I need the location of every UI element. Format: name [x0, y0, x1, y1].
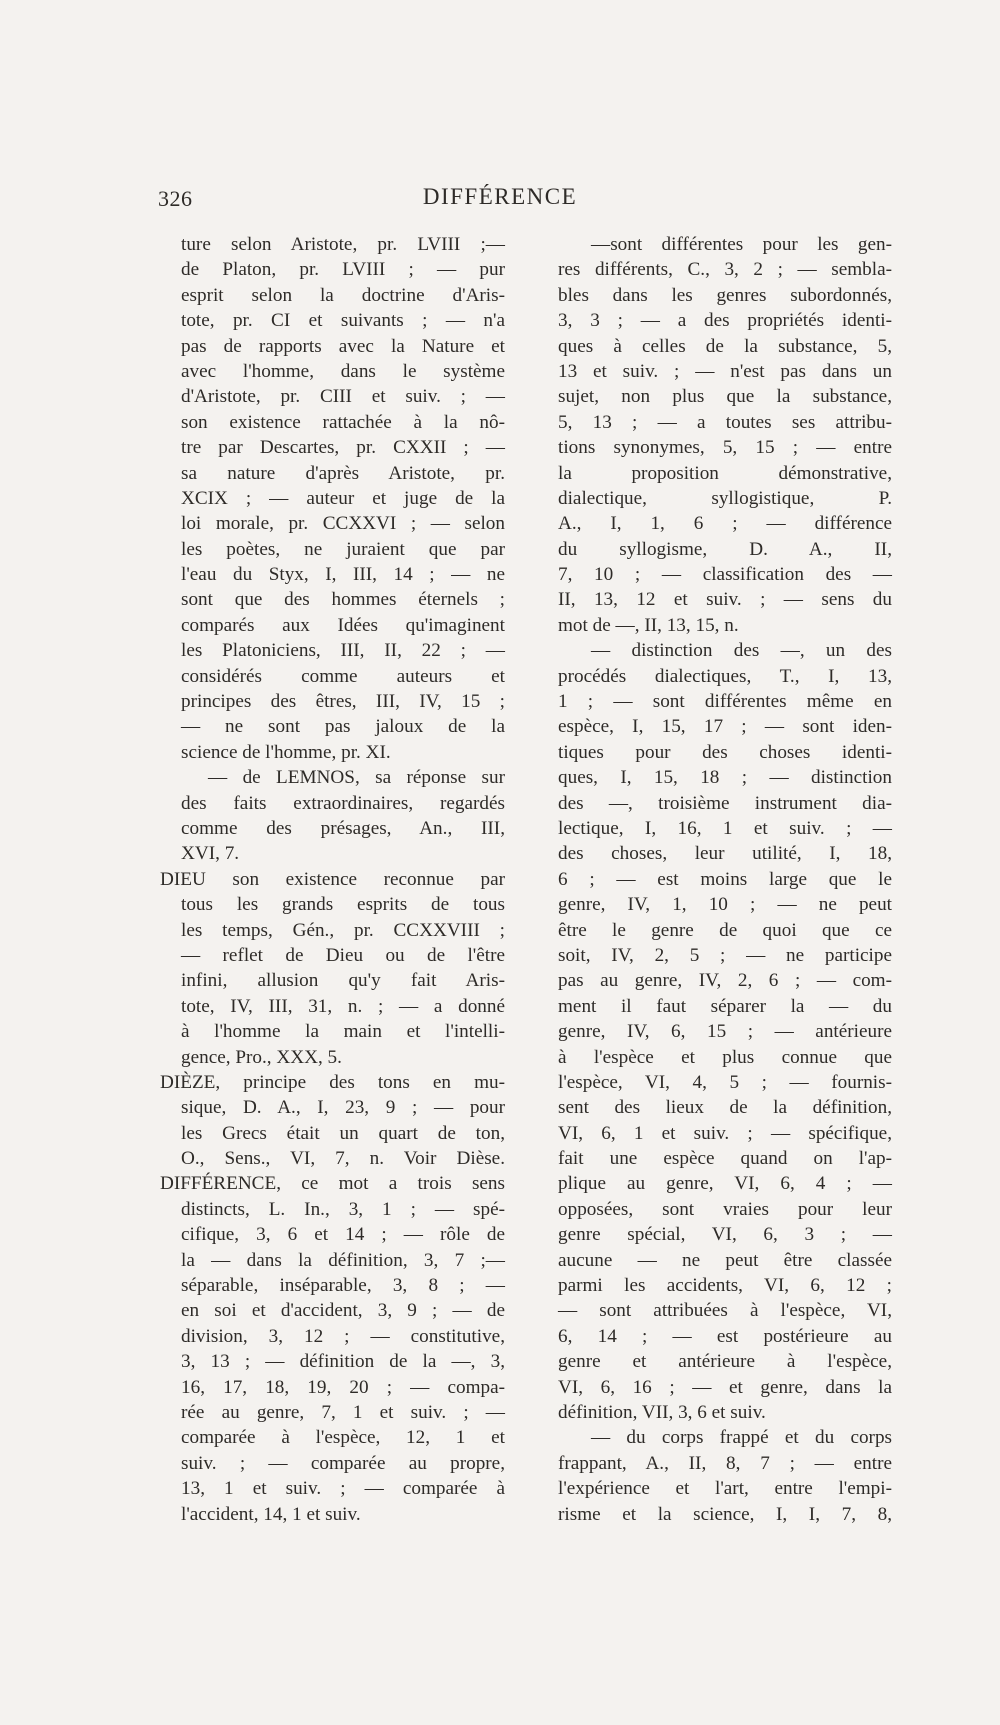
- index-line: comparée à l'espèce, 12, 1 et: [181, 1427, 505, 1449]
- index-line: aucune — ne peut être classée: [558, 1249, 892, 1271]
- index-line: l'eau du Styx, I, III, 14 ; — ne: [181, 564, 505, 586]
- index-line: la — dans la définition, 3, 7 ;—: [181, 1249, 505, 1271]
- index-line: tote, IV, III, 31, n. ; — a donné: [181, 995, 505, 1017]
- index-line: — reflet de Dieu ou de l'être: [181, 944, 505, 966]
- index-line: 6, 14 ; — est postérieure au: [558, 1325, 892, 1347]
- index-line: principes des êtres, III, IV, 15 ;: [181, 691, 505, 713]
- page-number: 326: [158, 186, 193, 211]
- index-line: VI, 6, 1 et suiv. ; — spécifique,: [558, 1122, 892, 1144]
- index-line: 13, 1 et suiv. ; — comparée à: [181, 1478, 505, 1500]
- index-line: ture selon Aristote, pr. LVIII ;—: [181, 234, 505, 255]
- index-line: sent des lieux de la définition,: [558, 1097, 892, 1119]
- index-line: l'espèce, VI, 4, 5 ; — fournis-: [558, 1071, 892, 1093]
- index-line: des —, troisième instrument dia-: [558, 792, 892, 814]
- index-line: être le genre de quoi que ce: [558, 919, 892, 941]
- index-line: soit, IV, 2, 5 ; — ne participe: [558, 944, 892, 966]
- index-line: mot de —, II, 13, 15, n.: [558, 614, 739, 636]
- index-line: genre, IV, 6, 15 ; — antérieure: [558, 1021, 892, 1043]
- index-line: O., Sens., VI, 7, n. Voir Dièse.: [181, 1148, 505, 1170]
- index-line: — distinction des —, un des: [591, 640, 892, 662]
- index-line: genre spécial, VI, 6, 3 ; —: [558, 1224, 892, 1246]
- index-line: en soi et d'accident, 3, 9 ; — de: [181, 1300, 505, 1322]
- index-line: distincts, L. In., 3, 1 ; — spé-: [181, 1198, 505, 1220]
- index-line: frappant, A., II, 8, 7 ; — entre: [558, 1452, 892, 1474]
- index-line: de Platon, pr. LVIII ; — pur: [181, 259, 505, 281]
- index-line: risme et la science, I, I, 7, 8,: [558, 1503, 892, 1525]
- index-line: division, 3, 12 ; — constitutive,: [181, 1325, 505, 1347]
- index-line: des choses, leur utilité, I, 18,: [558, 843, 892, 865]
- index-line: res différents, C., 3, 2 ; — sembla-: [558, 259, 892, 281]
- index-line: ques à celles de la substance, 5,: [558, 335, 892, 357]
- index-line: tous les grands esprits de tous: [181, 894, 505, 916]
- index-line: séparable, inséparable, 3, 8 ; —: [181, 1275, 505, 1297]
- index-line: d'Aristote, pr. CIII et suiv. ; —: [181, 386, 505, 408]
- index-line: A., I, 1, 6 ; — différence: [558, 513, 892, 535]
- index-line: les Platoniciens, III, II, 22 ; —: [181, 640, 505, 662]
- index-line: opposées, sont vraies pour leur: [558, 1198, 892, 1220]
- index-line: VI, 6, 16 ; — et genre, dans la: [558, 1376, 892, 1398]
- index-line: définition, VII, 3, 6 et suiv.: [558, 1401, 766, 1423]
- index-line: l'expérience et l'art, entre l'empi-: [558, 1478, 892, 1500]
- index-line: esprit selon la doctrine d'Aris-: [181, 284, 505, 306]
- index-line: DIÈZE, principe des tons en mu-: [160, 1071, 505, 1093]
- index-line: considérés comme auteurs et: [181, 665, 505, 687]
- index-line: fait une espèce quand on l'ap-: [558, 1148, 892, 1170]
- index-line: pas au genre, IV, 2, 6 ; — com-: [558, 970, 892, 992]
- index-line: à l'homme la main et l'intelli-: [181, 1021, 505, 1043]
- index-line: les temps, Gén., pr. CCXXVIII ;: [181, 919, 505, 941]
- index-line: pas de rapports avec la Nature et: [181, 335, 505, 357]
- index-line: gence, Pro., XXX, 5.: [181, 1046, 342, 1068]
- index-line: la proposition démonstrative,: [558, 462, 892, 484]
- index-line: II, 13, 12 et suiv. ; — sens du: [558, 589, 892, 611]
- index-line: genre et antérieure à l'espèce,: [558, 1351, 892, 1373]
- index-line: comme des présages, An., III,: [181, 817, 505, 839]
- index-line: — du corps frappé et du corps: [591, 1427, 892, 1449]
- index-line: tions synonymes, 5, 15 ; — entre: [558, 437, 892, 459]
- index-line: comparés aux Idées qu'imaginent: [181, 614, 505, 636]
- index-line: infini, allusion qu'y fait Aris-: [181, 970, 505, 992]
- index-line: lectique, I, 16, 1 et suiv. ; —: [558, 817, 892, 839]
- index-line: sa nature d'après Aristote, pr.: [181, 462, 505, 484]
- index-line: parmi les accidents, VI, 6, 12 ;: [558, 1275, 892, 1297]
- index-line: bles dans les genres subordonnés,: [558, 284, 892, 306]
- index-line: dialectique, syllogistique, P.: [558, 487, 892, 509]
- index-line: les Grecs était un quart de ton,: [181, 1122, 505, 1144]
- index-line: tre par Descartes, pr. CXXII ; —: [181, 437, 505, 459]
- index-line: — ne sont pas jaloux de la: [181, 716, 505, 738]
- index-line: l'accident, 14, 1 et suiv.: [181, 1503, 361, 1525]
- index-line: — sont attribuées à l'espèce, VI,: [558, 1300, 892, 1322]
- index-line: tiques pour des choses identi-: [558, 741, 892, 763]
- index-line: son existence rattachée à la nô-: [181, 411, 505, 433]
- index-line: du syllogisme, D. A., II,: [558, 538, 892, 560]
- index-line: XVI, 7.: [181, 843, 240, 865]
- index-line: 5, 13 ; — a toutes ses attribu-: [558, 411, 892, 433]
- index-line: —sont différentes pour les gen-: [591, 234, 892, 255]
- index-line: DIEU son existence reconnue par: [160, 868, 505, 890]
- index-line: 16, 17, 18, 19, 20 ; — compa-: [181, 1376, 505, 1398]
- index-line: DIFFÉRENCE, ce mot a trois sens: [160, 1173, 505, 1195]
- index-line: les poètes, ne juraient que par: [181, 538, 505, 560]
- index-line: 13 et suiv. ; — n'est pas dans un: [558, 360, 892, 382]
- index-line: plique au genre, VI, 6, 4 ; —: [558, 1173, 892, 1195]
- left-column: [160, 232, 505, 1527]
- index-line: loi morale, pr. CCXXVI ; — selon: [181, 513, 505, 535]
- index-line: des faits extraordinaires, regardés: [181, 792, 505, 814]
- index-line: 1 ; — sont différentes même en: [558, 691, 892, 713]
- index-line: à l'espèce et plus connue que: [558, 1046, 892, 1068]
- index-line: sique, D. A., I, 23, 9 ; — pour: [181, 1097, 505, 1119]
- index-line: 6 ; — est moins large que le: [558, 868, 892, 890]
- index-line: avec l'homme, dans le système: [181, 360, 505, 382]
- index-line: rée au genre, 7, 1 et suiv. ; —: [181, 1401, 505, 1423]
- running-title: DIFFÉRENCE: [422, 184, 578, 209]
- right-column: [558, 232, 892, 1527]
- index-line: ment il faut séparer la — du: [558, 995, 892, 1017]
- index-line: cifique, 3, 6 et 14 ; — rôle de: [181, 1224, 505, 1246]
- index-line: suiv. ; — comparée au propre,: [181, 1452, 505, 1474]
- index-line: procédés dialectiques, T., I, 13,: [558, 665, 892, 687]
- index-line: sont que des hommes éternels ;: [181, 589, 505, 611]
- index-line: ques, I, 15, 18 ; — distinction: [558, 767, 892, 789]
- index-line: 7, 10 ; — classification des —: [558, 564, 892, 586]
- index-line: — de LEMNOS, sa réponse sur: [208, 767, 505, 789]
- index-line: genre, IV, 1, 10 ; — ne peut: [558, 894, 892, 916]
- index-line: tote, pr. CI et suivants ; — n'a: [181, 310, 505, 332]
- index-line: XCIX ; — auteur et juge de la: [181, 487, 505, 509]
- index-line: espèce, I, 15, 17 ; — sont iden-: [558, 716, 892, 738]
- index-line: science de l'homme, pr. XI.: [181, 741, 391, 763]
- index-line: 3, 3 ; — a des propriétés identi-: [558, 310, 892, 332]
- index-line: sujet, non plus que la substance,: [558, 386, 892, 408]
- index-line: 3, 13 ; — définition de la —, 3,: [181, 1351, 505, 1373]
